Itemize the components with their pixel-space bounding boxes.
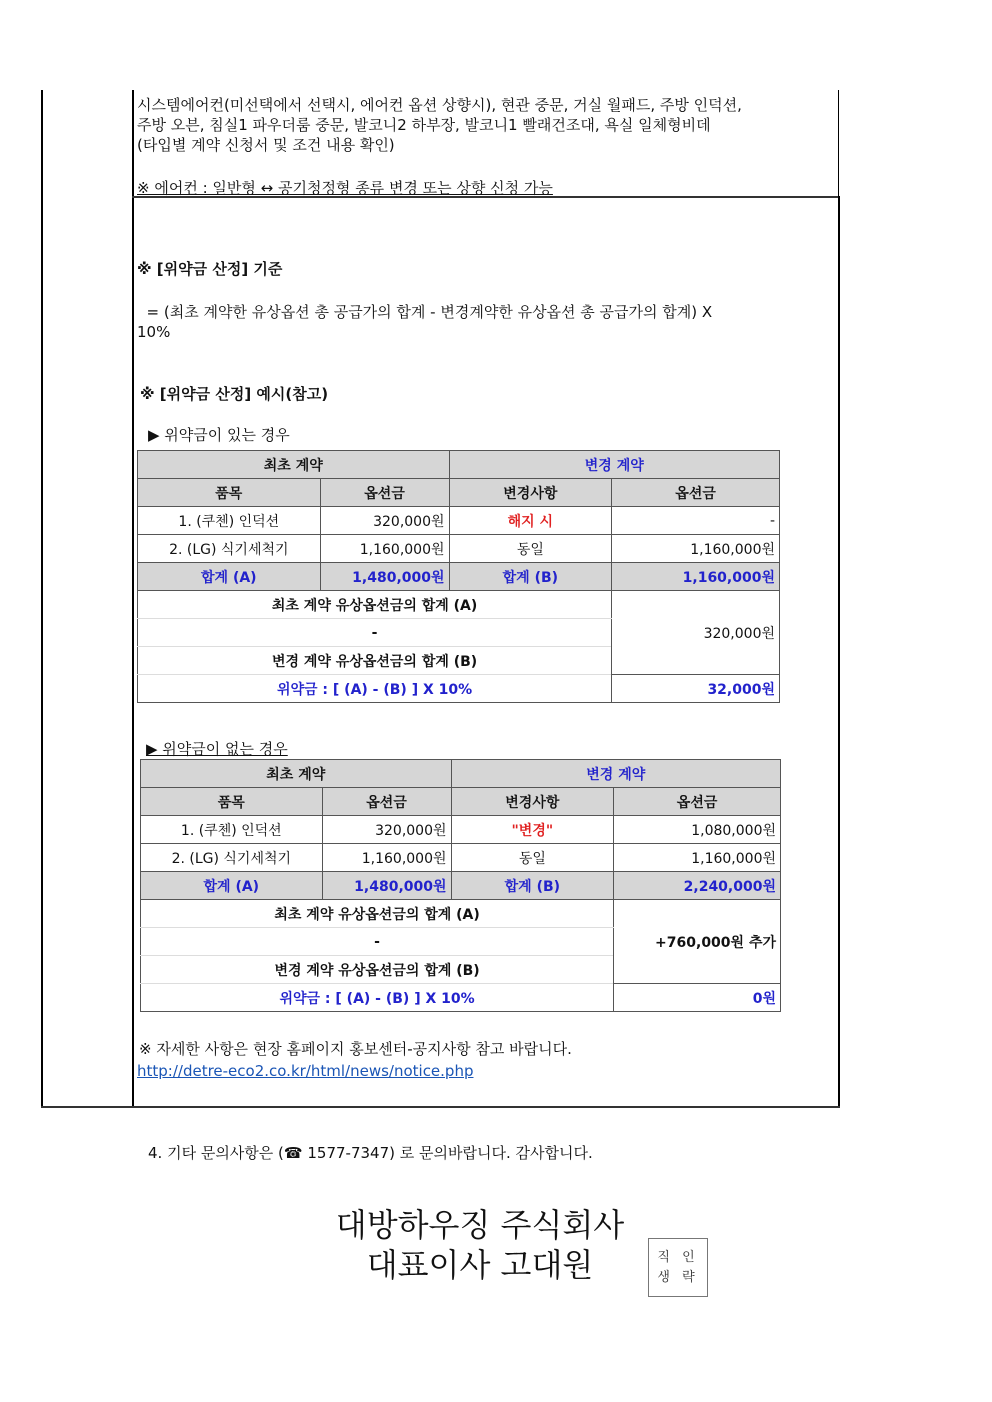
seal-line-1: 직 인 xyxy=(657,1250,699,1265)
sum-a-label: 합계 (A) xyxy=(138,563,321,591)
calc-sum-a-label: 최초 계약 유상옵션금의 합계 (A) xyxy=(138,591,612,619)
options-line-3: (타입별 계약 신청서 및 조건 내용 확인) xyxy=(137,136,395,154)
item-cell: 1. (쿠첸) 인덕션 xyxy=(138,507,321,535)
header-item: 품목 xyxy=(138,479,321,507)
calc-sum-b-label: 변경 계약 유상옵션금의 합계 (B) xyxy=(141,956,614,984)
penalty-table-case1 xyxy=(137,450,780,703)
case-with-penalty-title: ▶ 위약금이 있는 경우 xyxy=(148,426,290,444)
change-cell: 동일 xyxy=(449,535,612,563)
more-info-note: ※ 자세한 사항은 현장 홈페이지 홍보센터-공지사항 참고 바랍니다. xyxy=(139,1040,572,1058)
header-initial-contract: 최초 계약 xyxy=(141,760,452,788)
penalty-example-title: ※ [위약금 산정] 예시(참고) xyxy=(140,385,329,403)
aircon-note: ※ 에어컨 : 일반형 ↔ 공기청정형 종류 변경 또는 상향 신청 가능 xyxy=(137,179,553,197)
change-cell: "변경" xyxy=(451,816,614,844)
penalty-value: 32,000원 xyxy=(612,675,780,703)
header-new-option-price: 옵션금 xyxy=(612,479,780,507)
item-cell: 2. (LG) 식기세척기 xyxy=(141,844,323,872)
header-change: 변경사항 xyxy=(449,479,612,507)
options-list-text xyxy=(137,95,742,155)
seal-line-2: 생 략 xyxy=(657,1270,699,1285)
table-row xyxy=(138,507,780,535)
sum-a-value: 1,480,000원 xyxy=(320,563,449,591)
outer-frame-left-border xyxy=(41,90,43,1108)
sum-b-value: 1,160,000원 xyxy=(612,563,780,591)
top-cell-right-border xyxy=(838,90,839,197)
formula-line-1: = (최초 계약한 유상옵션 총 공급가의 합계 - 변경계약한 유상옵션 총 공급가의 합계) X xyxy=(137,303,713,321)
difference-value: 320,000원 xyxy=(612,591,780,675)
difference-value: +760,000원 추가 xyxy=(614,900,781,984)
sum-row xyxy=(141,872,781,900)
main-cell-right-border xyxy=(838,196,840,1108)
change-cell: 해지 시 xyxy=(449,507,612,535)
price-cell: 1,160,000원 xyxy=(320,535,449,563)
company-name: 대방하우징 주식회사 xyxy=(335,1206,625,1244)
header-initial-contract: 최초 계약 xyxy=(138,451,450,479)
notice-link[interactable]: http://detre-eco2.co.kr/html/news/notice.php xyxy=(137,1062,474,1080)
penalty-formula-label: 위약금 : [ (A) - (B) ] X 10% xyxy=(141,984,614,1012)
table-row xyxy=(141,816,781,844)
change-cell: 동일 xyxy=(451,844,614,872)
calc-minus: - xyxy=(138,619,612,647)
table-row xyxy=(141,844,781,872)
price-cell: 320,000원 xyxy=(320,507,449,535)
outer-frame-bottom-border xyxy=(41,1106,840,1108)
calc-minus: - xyxy=(141,928,614,956)
header-change: 변경사항 xyxy=(451,788,614,816)
item-cell: 1. (쿠첸) 인덕션 xyxy=(141,816,323,844)
case-without-penalty-title: ▶ 위약금이 없는 경우 xyxy=(146,740,288,758)
inquiry-suffix: 로 문의바랍니다. 감사합니다. xyxy=(394,1144,593,1162)
penalty-formula-label: 위약금 : [ (A) - (B) ] X 10% xyxy=(138,675,612,703)
sum-b-label: 합계 (B) xyxy=(449,563,612,591)
header-changed-contract: 변경 계약 xyxy=(451,760,780,788)
options-line-2: 주방 오븐, 침실1 파우더룸 중문, 발코니2 하부장, 발코니1 빨래건조대, 욕실 일체형비데 xyxy=(137,116,711,134)
penalty-criteria-formula xyxy=(137,302,712,342)
header-new-option-price: 옵션금 xyxy=(614,788,781,816)
sum-row xyxy=(138,563,780,591)
seal-omitted-stamp xyxy=(648,1238,708,1297)
table-row xyxy=(138,535,780,563)
item-cell: 2. (LG) 식기세척기 xyxy=(138,535,321,563)
penalty-criteria-title: ※ [위약금 산정] 기준 xyxy=(137,260,283,278)
header-option-price: 옵션금 xyxy=(320,479,449,507)
new-price-cell: - xyxy=(612,507,780,535)
formula-line-2: 10% xyxy=(137,323,171,341)
penalty-table-case2 xyxy=(140,759,781,1012)
phone-number: 1577-7347) xyxy=(302,1144,395,1162)
sum-a-label: 합계 (A) xyxy=(141,872,323,900)
price-cell: 1,160,000원 xyxy=(322,844,451,872)
penalty-value: 0원 xyxy=(614,984,781,1012)
new-price-cell: 1,160,000원 xyxy=(614,844,781,872)
options-line-1: 시스템에어컨(미선택에서 선택시, 에어컨 옵션 상향시), 현관 중문, 거실 월패드, 주방 인덕션, xyxy=(137,96,742,114)
calc-sum-b-label: 변경 계약 유상옵션금의 합계 (B) xyxy=(138,647,612,675)
phone-icon: ☎ xyxy=(283,1144,303,1162)
sum-b-value: 2,240,000원 xyxy=(614,872,781,900)
header-option-price: 옵션금 xyxy=(322,788,451,816)
header-changed-contract: 변경 계약 xyxy=(449,451,779,479)
sum-b-label: 합계 (B) xyxy=(451,872,614,900)
price-cell: 320,000원 xyxy=(322,816,451,844)
inquiry-prefix: 4. 기타 문의사항은 ( xyxy=(148,1144,284,1162)
header-item: 품목 xyxy=(141,788,323,816)
sum-a-value: 1,480,000원 xyxy=(322,872,451,900)
new-price-cell: 1,160,000원 xyxy=(612,535,780,563)
inner-frame-left-border xyxy=(132,90,134,1108)
new-price-cell: 1,080,000원 xyxy=(614,816,781,844)
calc-sum-a-label: 최초 계약 유상옵션금의 합계 (A) xyxy=(141,900,614,928)
inquiry-text xyxy=(148,1143,593,1163)
ceo-name: 대표이사 고대원 xyxy=(366,1246,594,1284)
